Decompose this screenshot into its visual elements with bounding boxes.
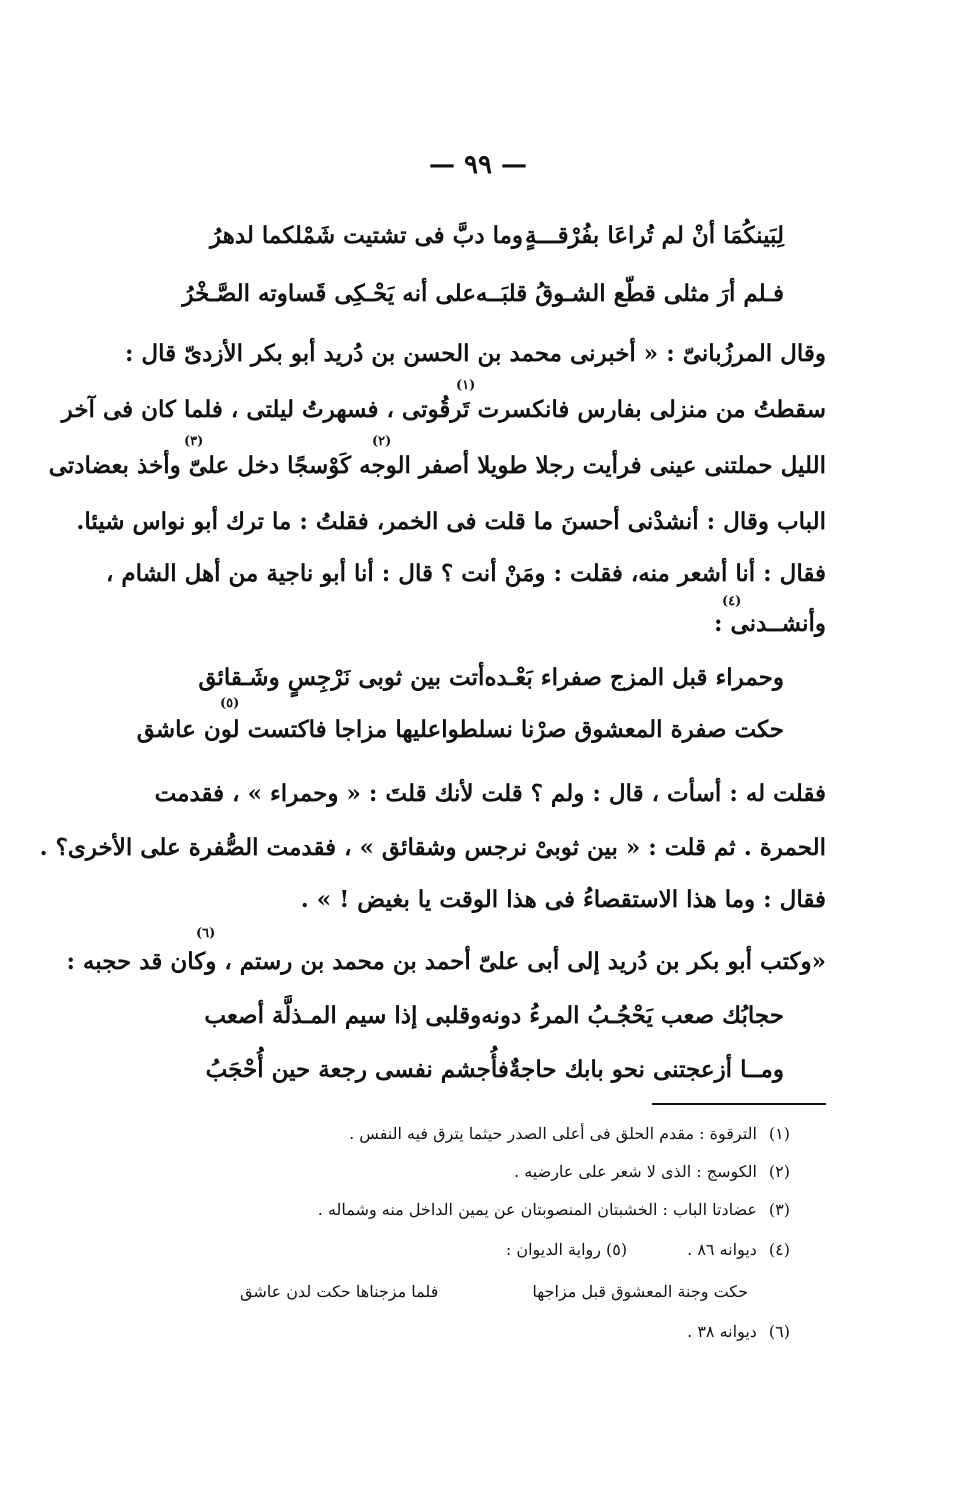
footnote	[318, 1200, 790, 1219]
prose-line: سقطتُ من منزلى بفارس فانكسرت تَرقُوتى ، فسهرتُ ليلتى ، فلما كان فى آخر	[61, 396, 826, 423]
footnote-text: ديوانه ٣٨ .	[687, 1322, 757, 1341]
footnote-marker: (١)	[456, 378, 476, 393]
footnote-marker: (٥)	[220, 696, 240, 711]
footnote-verse	[240, 1282, 748, 1301]
footnote-number: (٤)	[768, 1240, 790, 1259]
footnote	[349, 1124, 790, 1143]
footnote-marker: (٣)	[184, 434, 204, 449]
footnote-number: (٢)	[768, 1162, 790, 1181]
verse-hemistich-first: لِبَينكُمَا أنْ لم تُراعَا بفُرْقـــةٍ	[525, 222, 784, 249]
footnote-number: (٦)	[768, 1322, 790, 1341]
page-number: — ٩٩ —	[428, 150, 528, 180]
verse-line	[204, 1002, 784, 1029]
verse-hemistich-first: حكت صفرة المعشوق صرْنا نسلطوا	[441, 716, 784, 743]
prose-line: وأنشــدنى :	[713, 610, 826, 637]
verse-line	[198, 664, 784, 691]
verse-hemistich-second: أتت بين ثوبى نَرْجِسٍ وشَـقائق	[198, 664, 485, 691]
verse-hemistich-second: فلما مزجناها حكت لدن عاشق	[240, 1282, 439, 1301]
footnote	[506, 1240, 790, 1259]
verse-hemistich-first: حكت وجنة المعشوق قبل مزاجها	[532, 1282, 748, 1301]
verse-line	[210, 222, 784, 249]
verse-line	[205, 1056, 784, 1083]
verse-hemistich-first: حجابُك صعب يَحْجُـبُ المرءُ دونه	[481, 1002, 784, 1029]
verse-hemistich-second: على أنه يَحْـكِى قَساوته الصَّـخْرُ	[182, 280, 476, 307]
verse-hemistich-second: عليها مزاجا فاكتست لون عاشق	[136, 716, 442, 743]
footnote	[687, 1322, 790, 1341]
footnote-text: عضادتا الباب : الخشبتان المنصوبتان عن يمين الداخل منه وشماله .	[317, 1200, 757, 1219]
footnote-marker: (٦)	[196, 926, 216, 941]
prose-line: الباب وقال : أنشدْنى أحسنَ ما قلت فى الخمر، فقلتُ : ما ترك أبو نواس شيئا.	[76, 508, 826, 535]
prose-line: فقلت له : أسأت ، قال : ولم ؟ قلت لأنك قلتَ : « وحمراء » ، فقدمت	[154, 780, 826, 807]
verse-line	[182, 280, 784, 307]
verse-hemistich-second: وقلبى إذا سيم المـذلَّة أصعب	[204, 1002, 482, 1029]
footnote-number: (٣)	[768, 1200, 790, 1219]
verse-line	[136, 716, 784, 743]
footnote-text: الكوسج : الذى لا شعر على عارضيه .	[514, 1162, 757, 1181]
verse-hemistich-second: وما دبَّ فى تشتيت شَمْلكما لدهرُ	[210, 222, 524, 249]
footnote-divider	[652, 1103, 826, 1105]
footnote-text: الترقوة : مقدم الحلق فى أعلى الصدر حيثما يترق فيه النفس .	[349, 1124, 757, 1143]
footnote-number: (١)	[768, 1124, 790, 1143]
prose-line: الليل حملتنى عينى فرأيت رجلا طويلا أصفر الوجه كَوْسجًا دخل علىّ وأخذ بعضادتى	[48, 452, 826, 479]
prose-line: وقال المرزُبانىّ : « أخبرنى محمد بن الحسن بن دُريد أبو بكر الأزدىّ قال :	[124, 340, 826, 367]
footnote-text: (٥) رواية الديوان :	[505, 1240, 628, 1259]
verse-hemistich-second: فأُجشم نفسى رجعة حين أُحْجَبُ	[205, 1056, 509, 1083]
prose-line: الحمرة . ثم قلت : « بين ثوبىْ نرجس وشقائق » ، فقدمت الصُّفرة على الأخرى؟ .	[39, 834, 826, 861]
prose-line: فقال : وما هذا الاستقصاءُ فى هذا الوقت يا بغيض ! » .	[300, 886, 826, 913]
prose-line: «وكتب أبو بكر بن دُريد إلى أبى علىّ أحمد بن محمد بن رستم ، وكان قد حجبه :	[66, 948, 826, 975]
verse-hemistich-first: وحمراء قبل المزج صفراء بَعْـده	[484, 664, 784, 691]
prose-line: فقال : أنا أشعر منه، فقلت : ومَنْ أنت ؟ قال : أنا أبو ناجية من أهل الشام ،	[106, 560, 826, 587]
footnote-text: ديوانه ٨٦ .	[687, 1240, 757, 1259]
footnote-marker: (٤)	[722, 594, 742, 609]
footnote-marker: (٢)	[372, 434, 392, 449]
verse-hemistich-first: فـلم أرَ مثلى قطّع الشـوقُ قلبَــه	[475, 280, 784, 307]
footnote	[514, 1162, 790, 1181]
verse-hemistich-first: ومــا أزعجتنى نحو بابك حاجةٌ	[508, 1056, 784, 1083]
